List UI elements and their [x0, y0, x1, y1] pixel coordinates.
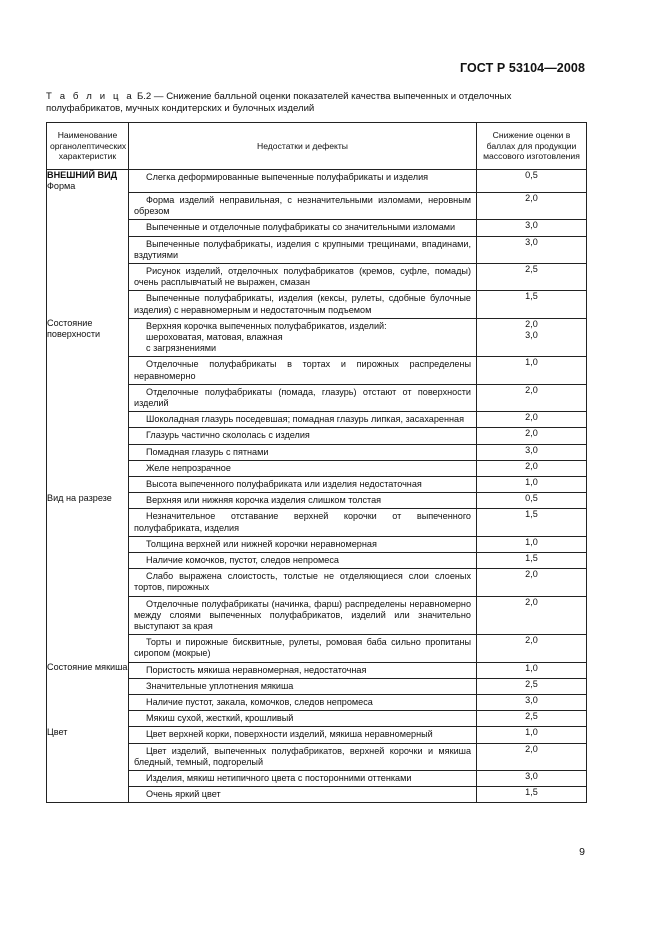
defect-text: Толщина верхней или нижней корочки неравномерная [146, 538, 377, 549]
defect-text: Наличие пустот, закала, комочков, следов непромеса [146, 697, 373, 708]
reduction-value: 1,0 [525, 727, 538, 738]
defect-text: Незначительное отставание верхней корочки от выпеченного полуфабриката, изделия [134, 511, 471, 533]
defect-text: Помадная глазурь с пятнами [146, 446, 269, 457]
characteristic-cell [47, 444, 129, 460]
table-row [47, 536, 587, 552]
reduction-cell [477, 444, 587, 460]
defect-cell [129, 787, 477, 803]
reduction-value: 2,0 [525, 412, 538, 423]
reduction-cell [477, 236, 587, 263]
column-header-reduction: Снижение оценки в баллах для продукции массового изготовления [477, 123, 587, 170]
defect-cell [129, 711, 477, 727]
reduction-cell [477, 569, 587, 596]
table-row [47, 460, 587, 476]
characteristic-cell [47, 428, 129, 444]
reduction-value: 2,0 [525, 635, 538, 646]
defect-cell [129, 428, 477, 444]
reduction-value: 3,0 [525, 444, 538, 455]
defect-cell [129, 357, 477, 384]
reduction-value: 1,0 [525, 357, 538, 368]
defect-text: Слабо выражена слоистость, толстые не отделяющиеся слои слоеных тортов, пирожных [134, 571, 471, 593]
table-row [47, 412, 587, 428]
reduction-value: 2,0 [525, 569, 538, 580]
table-row [47, 787, 587, 803]
reduction-value: 2,0 [525, 460, 538, 471]
reduction-cell [477, 493, 587, 509]
defect-cell [129, 536, 477, 552]
defect-text: Отделочные полуфабрикаты (помада, глазурь) отстают от поверхности изделий [134, 386, 471, 408]
reduction-cell [477, 460, 587, 476]
section-title: ВНЕШНИЙ ВИД [47, 170, 118, 180]
column-header-defects: Недостатки и дефекты [129, 123, 477, 170]
reduction-value: 2,0 [525, 428, 538, 439]
defect-cell [129, 384, 477, 411]
defect-text: Слегка деформированные выпеченные полуфабрикаты и изделия [146, 172, 429, 182]
defect-text: Желе непрозрачное [146, 462, 231, 473]
reduction-value: 1,5 [525, 552, 538, 563]
table-row [47, 493, 587, 509]
characteristic-cell [47, 727, 129, 743]
table-row [47, 509, 587, 536]
table-body [47, 170, 587, 803]
characteristic-cell [47, 357, 129, 384]
reduction-cell [477, 678, 587, 694]
characteristic-cell [47, 509, 129, 536]
defect-cell [129, 220, 477, 236]
reduction-value: 2,0 [525, 743, 538, 754]
characteristic-cell [47, 476, 129, 492]
reduction-value: 0,5 [525, 170, 538, 180]
defect-cell [129, 170, 477, 193]
page-number: 9 [579, 846, 585, 858]
characteristic-cell [47, 170, 129, 193]
defect-cell [129, 291, 477, 318]
defect-text: Шоколадная глазурь поседевшая; помадная глазурь липкая, засахаренная [146, 414, 464, 425]
table-row [47, 678, 587, 694]
reduction-value: 2,0 [525, 318, 538, 329]
reduction-cell [477, 412, 587, 428]
reduction-cell [477, 476, 587, 492]
table-caption [46, 91, 586, 115]
table-row [47, 596, 587, 635]
characteristic-cell [47, 695, 129, 711]
defect-text: Очень яркий цвет [146, 789, 221, 800]
characteristic-name: Состояние мякиша [47, 662, 128, 673]
defect-cell [129, 412, 477, 428]
defect-cell [129, 460, 477, 476]
characteristic-cell [47, 460, 129, 476]
defect-text: Выпеченные и отделочные полуфабрикаты со значительными изломами [146, 222, 456, 233]
defect-text: Отделочные полуфабрикаты (начинка, фарш) распределены неравномерно между слоями выпеченных полуфабрикатов, изделий или значительно выступают за края [134, 598, 471, 631]
defect-cell [129, 476, 477, 492]
defect-cell [129, 771, 477, 787]
defect-text: Высота выпеченного полуфабриката или изделия недостаточная [146, 478, 422, 489]
table-caption-label: Т а б л и ц а [46, 91, 135, 102]
characteristic-cell [47, 493, 129, 509]
reduction-value: 3,0 [525, 695, 538, 706]
reduction-cell [477, 711, 587, 727]
table-caption-number: Б.2 [136, 91, 152, 102]
characteristic-name: Цвет [47, 726, 68, 737]
table-row [47, 220, 587, 236]
reduction-cell [477, 192, 587, 219]
reduction-value: 3,0 [525, 236, 538, 247]
reduction-cell [477, 787, 587, 803]
defect-text: Глазурь частично скололась с изделия [146, 430, 310, 441]
reduction-cell [477, 357, 587, 384]
characteristic-name: Вид на разрезе [47, 492, 112, 503]
defect-cell [129, 444, 477, 460]
reduction-value: 3,0 [525, 771, 538, 782]
reduction-value: 0,5 [525, 493, 538, 504]
characteristic-cell [47, 711, 129, 727]
characteristic-cell [47, 220, 129, 236]
table-row [47, 727, 587, 743]
reduction-cell [477, 727, 587, 743]
defect-cell [129, 727, 477, 743]
reduction-value: 1,5 [525, 509, 538, 520]
table-row [47, 771, 587, 787]
reduction-cell [477, 220, 587, 236]
defect-cell [129, 236, 477, 263]
defect-text: Верхняя корочка выпеченных полуфабрикатов, изделий: [146, 320, 387, 331]
reduction-cell [477, 695, 587, 711]
reduction-value: 1,0 [525, 662, 538, 673]
table-row [47, 662, 587, 678]
defect-text: Отделочные полуфабрикаты в тортах и пирожных распределены неравномерно [134, 359, 471, 381]
defect-cell [129, 318, 477, 357]
defect-text: Форма изделий неправильная, с незначительными изломами, неровным обрезом [134, 194, 471, 217]
defect-cell [129, 596, 477, 635]
table-caption-text: — Снижение балльной оценки показателей качества выпеченных и отделочных полуфабрикатов, мучных кондитерских и булочных изделий [46, 91, 512, 114]
characteristic-cell [47, 678, 129, 694]
defect-text: Изделия, мякиш нетипичного цвета с посторонними оттенками [146, 773, 412, 784]
reduction-value: 1,0 [525, 476, 538, 487]
defect-text: Мякиш сухой, жесткий, крошливый [146, 713, 294, 724]
table-row [47, 552, 587, 568]
characteristic-cell [47, 771, 129, 787]
table-row [47, 569, 587, 596]
table-row [47, 635, 587, 662]
reduction-cell [477, 170, 587, 193]
table-row [47, 318, 587, 357]
characteristic-cell [47, 662, 129, 678]
table-row [47, 192, 587, 219]
characteristic-cell [47, 787, 129, 803]
characteristic-cell [47, 192, 129, 219]
defect-cell [129, 552, 477, 568]
reduction-cell [477, 318, 587, 357]
characteristic-name: Состояние поверхности [47, 318, 101, 340]
reduction-cell [477, 771, 587, 787]
reduction-value: 1,0 [525, 536, 538, 547]
characteristic-cell [47, 263, 129, 290]
table-row [47, 743, 587, 770]
reduction-cell [477, 743, 587, 770]
defect-cell [129, 509, 477, 536]
reduction-cell [477, 552, 587, 568]
table-row [47, 428, 587, 444]
reduction-value: 2,5 [525, 263, 538, 274]
reduction-cell [477, 596, 587, 635]
characteristic-cell [47, 743, 129, 770]
reduction-value: 3,0 [525, 329, 538, 340]
reduction-cell [477, 384, 587, 411]
defect-text: Выпеченные полуфабрикаты, изделия с крупными трещинами, впадинами, вздутиями [134, 238, 471, 260]
table-row [47, 357, 587, 384]
defect-cell [129, 192, 477, 219]
defect-subitem: шероховатая, матовая, влажная [146, 331, 283, 342]
defect-cell [129, 678, 477, 694]
characteristic-cell [47, 236, 129, 263]
table-row [47, 291, 587, 318]
defect-text: Пористость мякиша неравномерная, недостаточная [146, 664, 367, 675]
table-row [47, 170, 587, 193]
defect-text: Выпеченные полуфабрикаты, изделия (кексы, рулеты, сдобные булочные изделия) с неравномерным и недостаточным подъемом [134, 293, 471, 315]
reduction-cell [477, 263, 587, 290]
defect-subitem: с загрязнениями [146, 343, 217, 354]
defect-text: Цвет верхней корки, поверхности изделий, мякиша неравномерный [146, 729, 433, 740]
table-row [47, 476, 587, 492]
reduction-value: 2,0 [525, 384, 538, 395]
reduction-value: 2,5 [525, 678, 538, 689]
characteristic-cell [47, 552, 129, 568]
characteristic-cell [47, 536, 129, 552]
defects-table [46, 122, 587, 803]
table-row [47, 444, 587, 460]
defect-cell [129, 263, 477, 290]
defect-text: Торты и пирожные бисквитные, рулеты, ромовая баба сильно пропитаны сиропом (мокрые) [134, 637, 471, 659]
defect-text: Цвет изделий, выпеченных полуфабрикатов, верхней корочки и мякиша бледный, темный, подгорелый [134, 745, 471, 767]
document-standard-number: ГОСТ Р 53104—2008 [459, 61, 585, 75]
column-header-characteristic: Наименование органолептических характеристик [47, 123, 129, 170]
reduction-cell [477, 428, 587, 444]
reduction-cell [477, 509, 587, 536]
defect-text: Наличие комочков, пустот, следов непромеса [146, 554, 339, 565]
characteristic-cell [47, 291, 129, 318]
reduction-value: 1,5 [525, 787, 538, 798]
reduction-cell [477, 635, 587, 662]
defect-cell [129, 569, 477, 596]
characteristic-cell [47, 412, 129, 428]
characteristic-cell [47, 384, 129, 411]
reduction-value: 1,5 [525, 291, 538, 302]
defect-text: Верхняя или нижняя корочка изделия слишком толстая [146, 495, 382, 506]
defect-cell [129, 635, 477, 662]
characteristic-cell [47, 596, 129, 635]
table-row [47, 263, 587, 290]
characteristic-cell [47, 569, 129, 596]
table-row [47, 236, 587, 263]
reduction-value: 2,0 [525, 192, 538, 203]
reduction-cell [477, 291, 587, 318]
defect-cell [129, 493, 477, 509]
table-row [47, 384, 587, 411]
characteristic-name: Форма [47, 181, 76, 192]
reduction-cell [477, 662, 587, 678]
table-header-row [47, 123, 587, 170]
table-row [47, 711, 587, 727]
defect-cell [129, 662, 477, 678]
reduction-value: 2,5 [525, 711, 538, 722]
defect-text: Рисунок изделий, отделочных полуфабрикатов (кремов, суфле, помады) очень расплывчатый не выражен, смазан [134, 265, 471, 288]
table-row [47, 695, 587, 711]
characteristic-cell [47, 635, 129, 662]
defect-cell [129, 743, 477, 770]
defect-cell [129, 695, 477, 711]
defect-text: Значительные уплотнения мякиша [146, 680, 294, 691]
reduction-cell [477, 536, 587, 552]
reduction-value: 2,0 [525, 596, 538, 607]
characteristic-cell [47, 318, 129, 357]
reduction-value: 3,0 [525, 220, 538, 231]
